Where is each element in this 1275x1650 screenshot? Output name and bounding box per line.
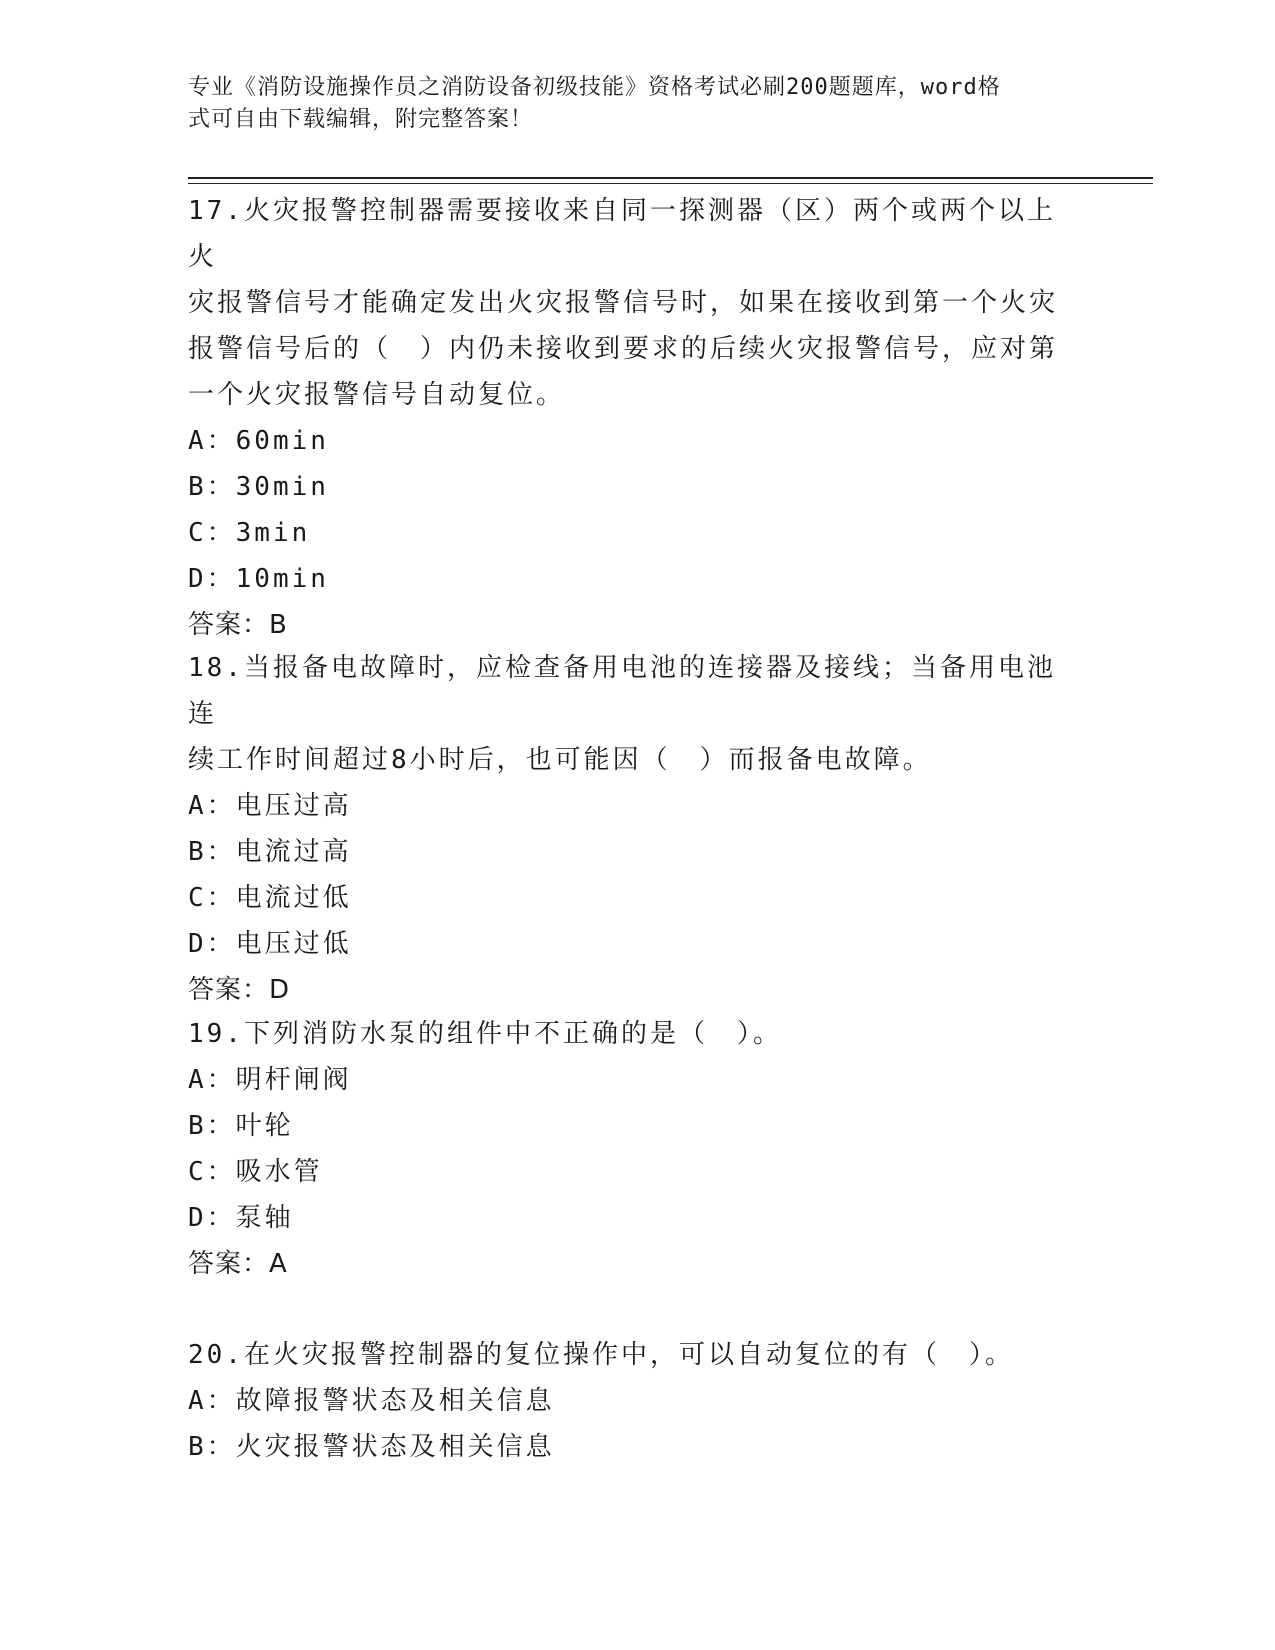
option-b: B：电流过高 [188, 837, 352, 867]
question-18 [188, 645, 1078, 1013]
question-stem-line: 19.下列消防水泵的组件中不正确的是（ ）。 [188, 1019, 782, 1049]
question-19 [188, 1011, 1078, 1287]
document-header [188, 72, 1068, 136]
header-divider-thick [188, 177, 1153, 179]
option-a: A：电压过高 [188, 791, 352, 821]
option-d: D：泵轴 [188, 1203, 294, 1233]
question-stem-line: 18.当报备电故障时，应检查备用电池的连接器及接线；当备用电池连 [188, 653, 1056, 729]
option-a: A：故障报警状态及相关信息 [188, 1386, 555, 1416]
option-c: C：电流过低 [188, 883, 352, 913]
question-20 [188, 1332, 1078, 1470]
question-stem-line: 报警信号后的（ ）内仍未接收到要求的后续火灾报警信号，应对第 [188, 334, 1059, 364]
option-c: C：3min [188, 518, 311, 548]
header-line-1: 专业《消防设施操作员之消防设备初级技能》资格考试必刷200题题库，word格 [188, 75, 1001, 100]
header-line-2: 式可自由下载编辑，附完整答案！ [188, 107, 534, 132]
option-b: B：30min [188, 472, 329, 502]
header-divider-thin [188, 183, 1153, 184]
option-d: D：10min [188, 564, 329, 594]
answer: 答案：A [188, 1249, 288, 1279]
option-a: A：明杆闸阀 [188, 1065, 352, 1095]
answer: 答案：D [188, 975, 291, 1005]
question-17 [188, 188, 1078, 648]
question-stem-line: 20.在火灾报警控制器的复位操作中，可以自动复位的有（ ）。 [188, 1340, 1014, 1370]
question-stem-line: 一个火灾报警信号自动复位。 [188, 380, 566, 410]
question-stem-line: 续工作时间超过8小时后，也可能因（ ）而报备电故障。 [188, 745, 932, 775]
answer: 答案：B [188, 610, 288, 640]
option-d: D：电压过低 [188, 929, 352, 959]
question-stem-line: 灾报警信号才能确定发出火灾报警信号时，如果在接收到第一个火灾 [188, 288, 1059, 318]
question-stem-line: 17.火灾报警控制器需要接收来自同一探测器（区）两个或两个以上火 [188, 196, 1056, 272]
option-a: A：60min [188, 426, 329, 456]
option-c: C：吸水管 [188, 1157, 323, 1187]
option-b: B：叶轮 [188, 1111, 294, 1141]
option-b: B：火灾报警状态及相关信息 [188, 1432, 555, 1462]
